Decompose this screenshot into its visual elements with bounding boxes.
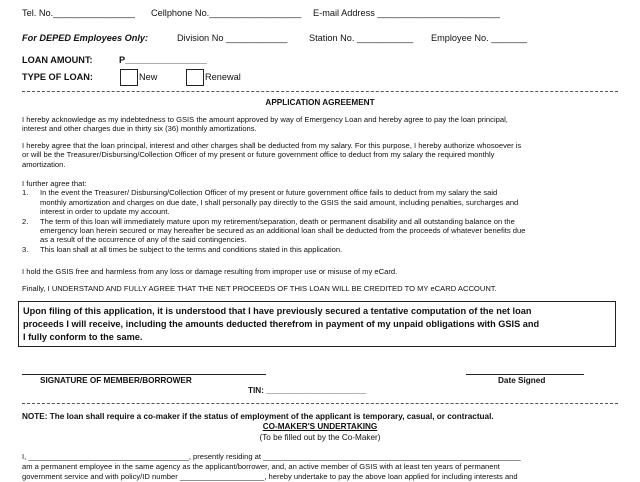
finally-statement: Finally, I UNDERSTAND AND FULLY AGREE THAT THE NET PROCEEDS OF THIS LOAN WILL BE CREDITED TO MY eCARD ACCOUNT. xyxy=(22,284,497,293)
cellphone-field[interactable]: Cellphone No.__________________ xyxy=(151,8,302,18)
further-agree-list xyxy=(22,179,618,254)
notice-box: Upon filing of this application, it is understood that I have previously secured a tentative computation of the net loan proceeds I will receive, including the amounts deducted therefrom in payment of my unpaid obligations with GSIS and I fully conform to the same. xyxy=(18,301,616,347)
list-item: 1. In the event the Treasurer/ Disbursing/Collection Officer of my present or future government office fails to deduct from my salary the said monthly amortization and charges on due date, I shall personally pay directly to the GSIS the said amount, including penalties, surcharges and interest in order to update my account. xyxy=(22,188,519,217)
signature-label: SIGNATURE OF MEMBER/BORROWER xyxy=(40,376,192,385)
email-field[interactable]: E-mail Address ________________________ xyxy=(313,8,500,18)
loan-type-label: TYPE OF LOAN: xyxy=(22,72,93,82)
agreement-paragraph-2: I hereby agree that the loan principal, interest and other charges shall be deducted from my salary. For this purpose, I hereby authorize whosoever is or will be the Treasurer/Disbursing/Collection Officer of my present or future government office to deduct from my salary the required monthly amortization. xyxy=(22,141,522,169)
division-field[interactable]: Division No ____________ xyxy=(177,33,288,43)
tel-field[interactable]: Tel. No.________________ xyxy=(22,8,135,18)
agreement-heading: APPLICATION AGREEMENT xyxy=(265,98,375,107)
tin-field[interactable]: TIN: ______________________ xyxy=(248,386,367,395)
date-signed-label: Date Signed xyxy=(498,376,546,385)
agreement-paragraph-1: I hereby acknowledge as my indebtedness to GSIS the amount approved by way of Emergency Loan and hereby agree to pay the loan principal, interest and other charges due in thirty six (36) monthly amortizations. xyxy=(22,115,508,134)
comaker-note: NOTE: The loan shall require a co-maker if the status of employment of the applicant is temporary, casual, or contractual. xyxy=(22,412,494,421)
new-loan-label: New xyxy=(139,72,158,82)
comaker-heading: CO-MAKER'S UNDERTAKING xyxy=(262,422,378,431)
deped-label: For DEPED Employees Only: xyxy=(22,33,149,43)
employee-number-field[interactable]: Employee No. _______ xyxy=(431,33,528,43)
list-item: 2. The term of this loan will immediately mature upon my retirement/separation, death or permanent disability and all outstanding balance on the emergency loan herein secured or may hereafter be secured as an additional loan shall be deducted from the proceeds of whatever benefits due as a result of the occurrence of any of the said contingencies. xyxy=(22,216,526,245)
station-field[interactable]: Station No. ___________ xyxy=(309,33,414,43)
comaker-subheading: (To be filled out by the Co-Maker) xyxy=(259,433,381,442)
renewal-loan-checkbox[interactable] xyxy=(186,69,204,86)
new-loan-checkbox[interactable] xyxy=(120,69,138,86)
date-signed-line[interactable] xyxy=(466,374,584,375)
loan-amount-field[interactable]: P________________ xyxy=(119,55,207,65)
list-item: 3. This loan shall at all times be subject to the terms and conditions stated in this application. xyxy=(22,244,343,254)
further-agree-intro: I further agree that: xyxy=(22,179,87,188)
ecard-hold-statement: I hold the GSIS free and harmless from any loss or damage resulting from improper use or misuse of my eCard. xyxy=(22,267,398,276)
signature-line[interactable] xyxy=(22,374,266,375)
renewal-loan-label: Renewal xyxy=(205,72,241,82)
dashed-separator xyxy=(22,91,618,92)
loan-amount-label: LOAN AMOUNT: xyxy=(22,55,93,65)
comaker-undertaking-text: I, ______________________________________, presently residing at _____________________________________________________________ am a permanent employee in the same agency as the applicant/borrower, and, an active member of GSIS with at least ten years of permanent government service and with policy/ID number ____________________, hereby undertake to pay the above loan applied for including interests and xyxy=(22,452,521,481)
dashed-separator xyxy=(22,403,618,404)
